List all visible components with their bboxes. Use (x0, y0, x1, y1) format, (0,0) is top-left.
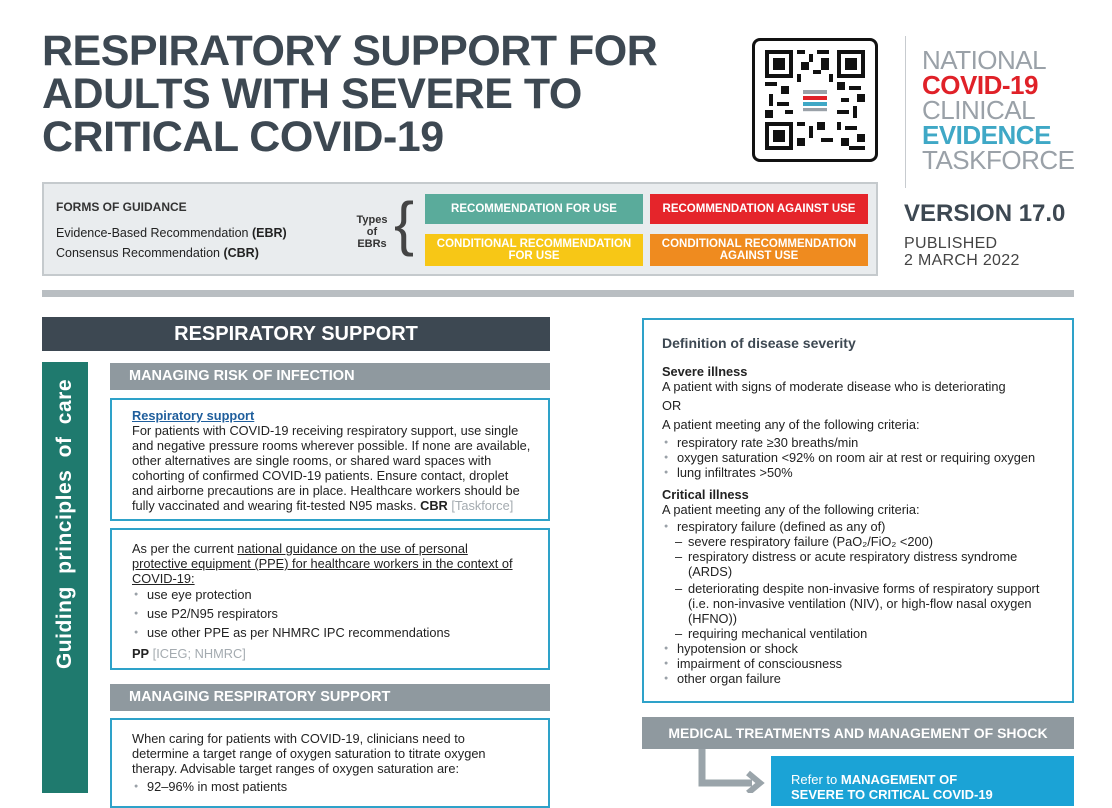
or-label: OR (662, 398, 682, 413)
subheader-managing-respiratory-support: MANAGING RESPIRATORY SUPPORT (110, 684, 550, 711)
qr-code-icon (765, 50, 865, 150)
logo-line-covid: COVID-19 (922, 70, 1038, 100)
list-item: ● 92–96% in most patients (132, 779, 548, 794)
box-respiratory-support (110, 398, 550, 521)
critical-line-1: A patient meeting any of the following criteria: (662, 502, 920, 517)
published-info (904, 235, 1020, 269)
box1-line-2: and negative pressure rooms wherever possible. If none are available, (132, 438, 531, 453)
refer-prefix: Refer to (791, 772, 838, 787)
box3-line-3: therapy. Advisable target ranges of oxygen saturation are: (132, 761, 459, 776)
cbr-abbr: (CBR) (223, 246, 259, 260)
box-ppe-guidance (110, 528, 550, 670)
list-item: ● use eye protection (132, 587, 548, 602)
box1-line-6 (132, 498, 548, 513)
link-ppe-guidance-1[interactable]: national guidance on the use of personal (237, 541, 468, 556)
list-item: – requiring mechanical ventilation (662, 626, 1062, 641)
page-title (42, 27, 722, 161)
list-item: ● impairment of consciousness (662, 656, 1062, 671)
section-header-respiratory-support: RESPIRATORY SUPPORT (42, 317, 550, 351)
title-line-2: ADULTS WITH SEVERE TO (42, 70, 582, 118)
list-item: ● hypotension or shock (662, 641, 1062, 656)
divider (905, 36, 906, 188)
pill-recommendation-for-use: RECOMMENDATION FOR USE (425, 194, 643, 224)
cbr-line (56, 246, 259, 260)
logo-line-national: NATIONAL (922, 45, 1047, 75)
ebr-abbr: (EBR) (251, 226, 287, 240)
pill-conditional-for-use: CONDITIONAL RECOMMENDATION FOR USE (425, 234, 643, 266)
subheader-managing-risk: MANAGING RISK OF INFECTION (110, 363, 550, 390)
definition-content (662, 364, 1062, 686)
severe-line-2: A patient meeting any of the following criteria: (662, 417, 920, 432)
subheader-medical-treatments: MEDICAL TREATMENTS AND MANAGEMENT OF SHOCK (642, 717, 1074, 749)
arrow-right-icon (696, 749, 772, 793)
refer-line-1 (791, 772, 1074, 787)
qr-code[interactable] (752, 38, 878, 162)
ebr-text: Evidence-Based Recommendation (56, 226, 249, 240)
list-item: ● other organ failure (662, 671, 1062, 686)
list-item (662, 519, 1062, 534)
logo-line-clinical: CLINICAL (922, 95, 1036, 125)
logo-line-taskforce: TASKFORCE (922, 145, 1075, 175)
severe-heading: Severe illness (662, 364, 748, 379)
refer-line-2: SEVERE TO CRITICAL COVID-19 (791, 787, 993, 802)
list-item (662, 581, 1062, 626)
saturation-bullet-list (132, 779, 548, 794)
critical-bullet-list (662, 519, 1062, 534)
box3-line-1: When caring for patients with COVID-19, clinicians need to (132, 731, 465, 746)
published-date: 2 MARCH 2022 (904, 252, 1020, 269)
link-respiratory-support[interactable]: Respiratory support (132, 408, 255, 423)
definition-title: Definition of disease severity (662, 335, 856, 351)
box2-tag-line (132, 646, 548, 661)
version-label: VERSION 17.0 (904, 200, 1066, 227)
box2-source: [ICEG; NHMRC] (152, 646, 246, 661)
critical-bullet-list-2 (662, 641, 1062, 686)
box-oxygen-saturation (110, 718, 550, 808)
list-item: ● respiratory rate ≥30 breaths/min (662, 435, 1062, 450)
logo-line-evidence: EVIDENCE (922, 120, 1051, 150)
box1-line-3: other alternatives are single rooms, or shared ward spaces with (132, 453, 492, 468)
resp-failure-sublist (662, 534, 1062, 641)
definition-panel (642, 318, 1074, 703)
side-banner-label: Guiding principles of care (53, 378, 76, 670)
box3-line-2: determine a target range of oxygen saturation to titrate oxygen (132, 746, 486, 761)
list-item: ● lung infiltrates >50% (662, 465, 1062, 480)
link-ppe-guidance-3[interactable]: COVID-19: (132, 571, 195, 586)
types-of-ebrs-label (344, 214, 400, 250)
types-line-1: Types (356, 214, 388, 226)
ppe-bullet-list (132, 587, 548, 640)
list-item (662, 549, 1062, 579)
types-line-3: EBRs (357, 238, 387, 250)
sub2-line-1: – respiratory distress or acute respiratory distress syndrome (688, 549, 1018, 564)
forms-heading: FORMS OF GUIDANCE (56, 200, 187, 214)
list-item: – severe respiratory failure (PaO₂/FiO₂ <200) (662, 534, 1062, 549)
sub2-line-2: (ARDS) (688, 564, 733, 579)
box1-line-5: and airborne precautions are in place. Healthcare workers should be (132, 483, 520, 498)
severe-line-1: A patient with signs of moderate disease who is deteriorating (662, 379, 1006, 394)
box2-intro: As per the current (132, 541, 234, 556)
cbr-text: Consensus Recommendation (56, 246, 220, 260)
box1-line-1: For patients with COVID-19 receiving respiratory support, use single (132, 423, 519, 438)
pill-conditional-against-use: CONDITIONAL RECOMMENDATION AGAINST USE (650, 234, 868, 266)
title-line-3: CRITICAL COVID-19 (42, 113, 444, 161)
sub3-line-2: (i.e. non-invasive ventilation (NIV), or high-flow nasal oxygen (688, 596, 1032, 611)
link-ppe-guidance-2[interactable]: protective equipment (PPE) for healthcare workers in the context of (132, 556, 513, 571)
refer-box[interactable] (771, 756, 1074, 806)
sub3-line-3: (HFNO)) (688, 611, 738, 626)
published-label: PUBLISHED (904, 235, 998, 252)
refer-bold: MANAGEMENT OF (840, 772, 958, 787)
horizontal-rule (42, 290, 1074, 297)
brace-icon: { (394, 190, 415, 257)
list-item: ● use other PPE as per NHMRC IPC recommendations (132, 625, 548, 640)
ebr-line (56, 226, 287, 240)
list-item: ● oxygen saturation <92% on room air at rest or requiring oxygen (662, 450, 1062, 465)
pill-recommendation-against-use: RECOMMENDATION AGAINST USE (650, 194, 868, 224)
list-item: ● use P2/N95 respirators (132, 606, 548, 621)
types-line-2: of (366, 226, 378, 238)
forms-of-guidance-panel (42, 182, 878, 276)
severe-bullet-list (662, 435, 1062, 480)
side-banner (42, 362, 88, 793)
title-line-1: RESPIRATORY SUPPORT FOR (42, 27, 658, 75)
resp-failure-text: respiratory failure (defined as any of) (677, 519, 886, 534)
box1-line-4: cohorting of confirmed COVID-19 patients. Ensure contact, droplet (132, 468, 509, 483)
box1-source: [Taskforce] (451, 498, 514, 513)
box1-line-6-text: fully vaccinated and wearing fit-tested N95 masks. (132, 498, 417, 513)
box2-intro-line (132, 541, 548, 556)
taskforce-logo (922, 45, 1075, 175)
cbr-tag: CBR (420, 498, 448, 513)
pp-tag: PP (132, 646, 150, 661)
critical-heading: Critical illness (662, 487, 749, 502)
sub3-line-1: – deteriorating despite non-invasive forms of respiratory support (688, 581, 1040, 596)
